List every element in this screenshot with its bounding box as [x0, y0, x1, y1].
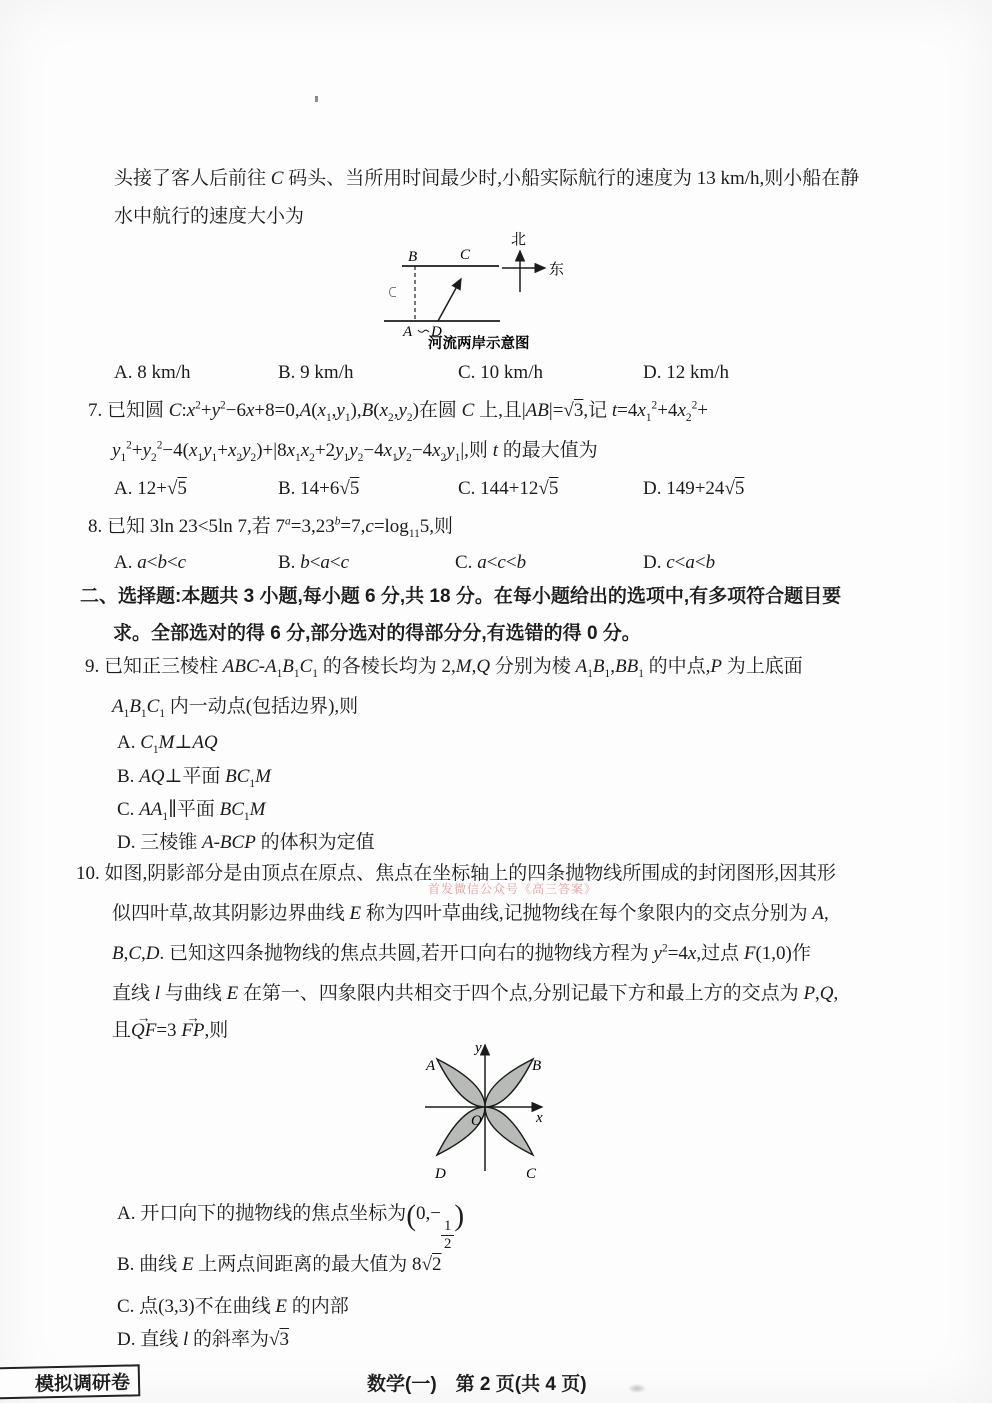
q6-option-a: A. 8 km/h [114, 362, 191, 383]
scan-speck [315, 96, 318, 102]
q8-option-b: B. b<a<c [278, 552, 350, 573]
q10-option-b: B. 曲线 E 上两点间距离的最大值为 8√2 [117, 1254, 442, 1275]
q10-option-c: C. 点(3,3)不在曲线 E 的内部 [117, 1296, 349, 1317]
q8-option-a: A. a<b<c [114, 552, 187, 573]
section2-header-line2: 求。全部选对的得 6 分,部分选对的得部分分,有选错的得 0 分。 [113, 623, 641, 644]
q10-text-line2: 似四叶草,故其阴影边界曲线 E 称为四叶草曲线,记抛物线在每个象限内的交点分别为 A, [112, 903, 829, 924]
x-axis-label: x [536, 1110, 543, 1126]
q9-option-c: C. $AA_1\parallel$平面 $BC_1M$ [117, 799, 266, 823]
footer-page-info: 数学(一) 第 2 页(共 4 页) [367, 1374, 587, 1395]
point-a-label: A [403, 324, 413, 340]
origin-label: O [471, 1113, 482, 1129]
q10-text-line1: 10. 如图,阴影部分是由顶点在原点、焦点在坐标轴上的四条抛物线所围成的封闭图形,因其形 [76, 863, 837, 884]
river-diagram-caption: 河流两岸示意图 [428, 336, 530, 352]
clover-point-b-label: B [532, 1058, 542, 1074]
scan-smudge [628, 1384, 646, 1393]
q6-option-d: D. 12 km/h [643, 362, 730, 383]
compass-east-label: 东 [549, 262, 565, 278]
q7-option-b: B. 14+6√5 [278, 478, 360, 499]
q6-text-line2: 水中航行的速度大小为 [114, 206, 305, 227]
point-c-label: C [460, 247, 471, 263]
q6-text-line1: 头接了客人后前往 C 码头、当所用时间最少时,小船实际航行的速度为 13 km/h,则小船在静 [114, 168, 860, 189]
q6-option-b: B. 9 km/h [278, 362, 354, 383]
q6-option-c: C. 10 km/h [458, 362, 543, 383]
q7-option-a: A. 12+√5 [114, 478, 187, 499]
q8-option-d: D. c<a<b [643, 552, 716, 573]
q7-option-d: D. 149+24√5 [643, 478, 745, 499]
q9-option-a: A. $C_1M\perp AQ$ [117, 732, 218, 756]
q10-option-a: A. 开口向下的抛物线的焦点坐标为(0,− $\frac{1}{2}$ ) [117, 1200, 465, 1253]
q9-text-line2: $A_1B_1C_1$ 内一动点(包括边界),则 [112, 696, 359, 720]
clover-point-d-label: D [435, 1166, 446, 1182]
q7-text-line1: 7. 已知圆 $C:x^2+y^2-6x+8=0,A(x_1,y_1),B(x_2,y_2)$在圆 C 上,且|AB|=√3,记 $t=4x_1^2+4x_2^2+$ [88, 399, 708, 424]
q7-text-line2: $y_1^2+y_2^2-4(x_1y_1+x_2y_2)+|8x_1x_2+2y_1y_2-4x_1y_2-4x_2y_1|$,则 t 的最大值为 [112, 439, 598, 464]
compass-north-label: 北 [511, 232, 527, 248]
q10-text-line4: 直线 l 与曲线 E 在第一、四象限内共相交于四个点,分别记最下方和最上方的交点为 P,Q, [112, 983, 839, 1004]
point-d-label: D [431, 324, 442, 340]
q10-text-line5: 且QF →=3 FP →,则 [112, 1018, 228, 1045]
q9-option-d: D. 三棱锥 A-BCP 的体积为定值 [117, 832, 375, 853]
q8-option-c: C. a<c<b [455, 552, 527, 573]
red-watermark: 首发微信公众号《高三答案》 [428, 882, 598, 896]
q10-text-line3: B,C,D. 已知这四条抛物线的焦点共圆,若开口向右的抛物线方程为 $y^2=4x$,过点 F(1,0)作 [112, 942, 811, 964]
paper-type-stamp-label: 模拟调研卷 [34, 1372, 131, 1396]
point-b-label: B [408, 249, 418, 265]
q8-text-line1: 8. 已知 3ln 23<5ln 7,若 $7^a=3,23^b=7,c=\log_{11}5$,则 [88, 515, 454, 540]
clover-point-a-label: A [426, 1058, 436, 1074]
q9-option-b: B. AQ⊥平面 $BC_1M$ [117, 766, 271, 790]
scan-squiggle [418, 330, 429, 332]
q7-option-c: C. 144+12√5 [458, 478, 559, 499]
clover-curve-figure [408, 1032, 588, 1187]
y-axis-label: y [475, 1040, 482, 1056]
q10-option-d: D. 直线 l 的斜率为√3 [117, 1329, 289, 1350]
paper-type-stamp [0, 1364, 140, 1399]
q9-text-line1: 9. 已知正三棱柱 ABC-$A_1B_1C_1$ 的各棱长均为 2,M,Q 分别为棱 $A_1B_1,BB_1$ 的中点,P 为上底面 [85, 656, 803, 680]
boat-velocity-arrow-icon [438, 279, 461, 321]
river-diagram [378, 228, 608, 360]
section2-header-line1: 二、选择题:本题共 3 小题,每小题 6 分,共 18 分。在每小题给出的选项中,有多项符合题目要 [80, 586, 842, 607]
clover-point-c-label: C [526, 1166, 537, 1182]
